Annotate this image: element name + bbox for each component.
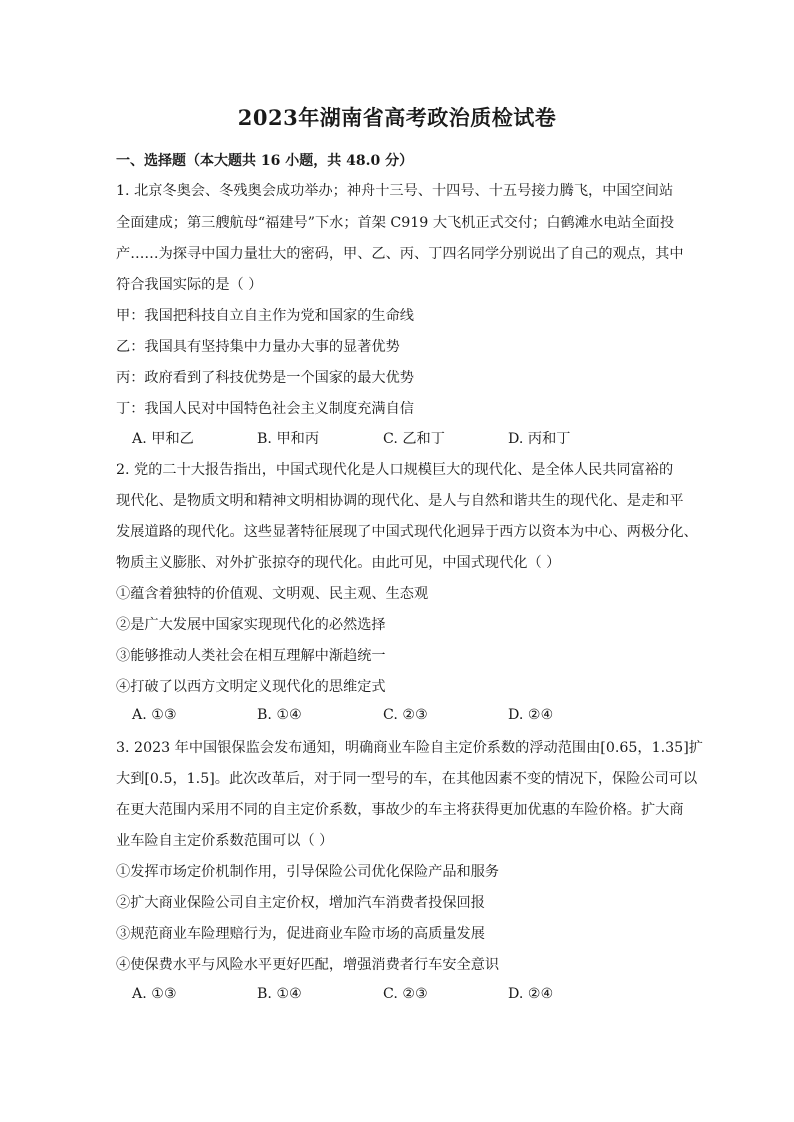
section-heading: 一、选择题（本大题共 16 小题，共 48.0 分） [116, 153, 414, 169]
question-2-stem-line: 2. 党的二十大报告指出，中国式现代化是人口规模巨大的现代化、是全体人民共同富裕的 [116, 462, 674, 478]
question-3-stem-line: 在更大范围内采用不同的自主定价系数，事故少的车主将获得更加优惠的车险价格。扩大商 [116, 802, 684, 818]
option-d[interactable]: D. ②④ [508, 986, 554, 1002]
question-2-statement: ④打破了以西方文明定义现代化的思维定式 [116, 679, 386, 695]
option-d[interactable]: D. ②④ [508, 707, 554, 723]
question-3-statement: ④使保费水平与风险水平更好匹配，增强消费者行车安全意识 [116, 957, 500, 973]
question-2-statement: ①蕴含着独特的价值观、文明观、民主观、生态观 [116, 586, 429, 602]
question-3-statement: ③规范商业车险理赔行为，促进商业车险市场的高质量发展 [116, 926, 485, 942]
question-3-stem-line: 大到[0.5，1.5]。此次改革后，对于同一型号的车，在其他因素不变的情况下，保险公司可以 [116, 771, 698, 787]
option-a[interactable]: A. ①③ [132, 986, 177, 1002]
question-3-statement: ②扩大商业保险公司自主定价权，增加汽车消费者投保回报 [116, 895, 485, 911]
option-c[interactable]: C. ②③ [383, 986, 428, 1002]
question-3-stem-line: 业车险自主定价系数范围可以（ ） [116, 833, 334, 849]
question-1-stem-line: 产……为探寻中国力量壮大的密码，甲、乙、丙、丁四名同学分别说出了自己的观点，其中 [116, 246, 684, 262]
question-3-statement: ①发挥市场定价机制作用，引导保险公司优化保险产品和服务 [116, 864, 500, 880]
question-2-stem-line: 物质主义膨胀、对外扩张掠夺的现代化。由此可见，中国式现代化（ ） [116, 555, 561, 571]
question-3-stem-line: 3. 2023 年中国银保监会发布通知，明确商业车险自主定价系数的浮动范围由[0.65，1.35]扩 [116, 740, 703, 756]
question-1-stem-line: 1. 北京冬奥会、冬残奥会成功举办；神舟十三号、十四号、十五号接力腾飞，中国空间站 [116, 183, 674, 199]
option-b[interactable]: B. ①④ [257, 986, 302, 1002]
option-b[interactable]: B. 甲和丙 [257, 431, 320, 447]
option-c[interactable]: C. ②③ [383, 707, 428, 723]
question-1-statement: 乙：我国具有坚持集中力量办大事的显著优势 [116, 339, 400, 355]
option-a[interactable]: A. 甲和乙 [132, 431, 194, 447]
question-2-statement: ③能够推动人类社会在相互理解中渐趋统一 [116, 648, 386, 664]
question-1-statement: 甲：我国把科技自立自主作为党和国家的生命线 [116, 308, 414, 324]
exam-title: 2023年湖南省高考政治质检试卷 [237, 105, 557, 130]
option-a[interactable]: A. ①③ [132, 707, 177, 723]
question-2-stem-line: 发展道路的现代化。这些显著特征展现了中国式现代化迥异于西方以资本为中心、两极分化、 [116, 524, 698, 540]
question-1-stem-line: 全面建成；第三艘航母“福建号”下水；首架 C919 大飞机正式交付；白鹤滩水电站全面投 [116, 215, 675, 231]
question-2-statement: ②是广大发展中国家实现现代化的必然选择 [116, 617, 386, 633]
option-c[interactable]: C. 乙和丁 [383, 431, 445, 447]
question-2-stem-line: 现代化、是物质文明和精神文明相协调的现代化、是人与自然和谐共生的现代化、是走和平 [116, 493, 684, 509]
option-d[interactable]: D. 丙和丁 [508, 431, 571, 447]
question-1-stem-line: 符合我国实际的是（ ） [116, 277, 263, 293]
question-1-statement: 丙：政府看到了科技优势是一个国家的最大优势 [116, 370, 414, 386]
option-b[interactable]: B. ①④ [257, 707, 302, 723]
question-1-statement: 丁：我国人民对中国特色社会主义制度充满自信 [116, 401, 414, 417]
